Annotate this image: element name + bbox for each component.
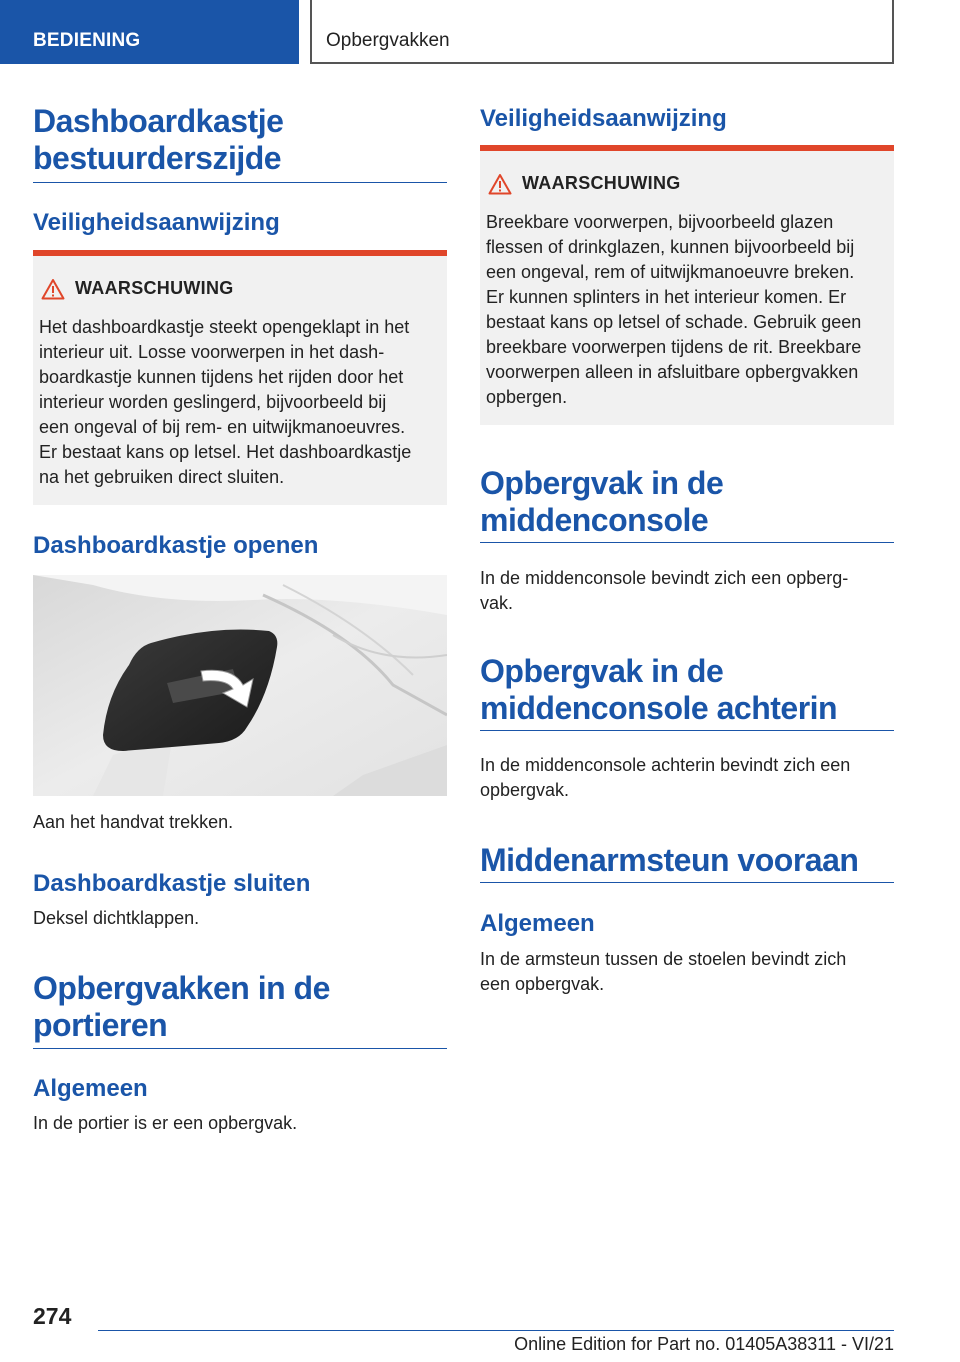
safety-heading-right: Veiligheidsaanwijzing [480, 105, 727, 132]
header-chapter-label: Opbergvakken [326, 30, 450, 51]
warning-line: Er bestaat kans op letsel. Het dashboardkastje [39, 442, 412, 462]
page-number: 274 [33, 1303, 72, 1329]
console-title-line2: middenconsole [480, 502, 709, 538]
title-rule [33, 1048, 447, 1049]
open-heading: Dashboardkastje openen [33, 532, 319, 559]
doors-subheading: Algemeen [33, 1075, 148, 1102]
armrest-title: Middenarmsteun vooraan [480, 842, 859, 878]
warning-triangle-icon [488, 173, 512, 195]
warning-triangle-icon [41, 278, 65, 300]
glovebox-title-line2: bestuurderszijde [33, 140, 282, 176]
rear-console-text-line: In de middenconsole achterin bevindt zich een [480, 755, 851, 775]
header-section-tab [0, 0, 299, 64]
console-title [480, 465, 894, 539]
armrest-subheading: Algemeen [480, 910, 595, 937]
doors-title [33, 970, 447, 1044]
rear-console-title-line1: Opbergvak in de [480, 653, 724, 689]
warning-box-right [480, 145, 894, 425]
rear-console-title [480, 653, 894, 727]
warning-box-left [33, 250, 447, 505]
warning-line: boardkastje kunnen tijdens het rijden door het [39, 367, 404, 387]
title-rule [33, 182, 447, 183]
warning-line: Het dashboardkastje steekt opengeklapt in het [39, 317, 410, 337]
warning-line: een ongeval of bij rem- en uitwijkmanoeuvres. [39, 417, 406, 437]
footer-rule [98, 1330, 894, 1331]
rear-console-text-line: opbergvak. [480, 780, 570, 800]
console-text-line: In de middenconsole bevindt zich een opberg- [480, 568, 849, 588]
console-text-line: vak. [480, 593, 514, 613]
warning-label-left: WAARSCHUWING [75, 278, 234, 298]
console-text [480, 566, 894, 616]
warning-line: Er kunnen splinters in het interieur komen. Er [486, 287, 847, 307]
warning-text-left [39, 315, 439, 490]
doors-text: In de portier is er een opbergvak. [33, 1113, 298, 1133]
armrest-text-line: In de armsteun tussen de stoelen bevindt zich [480, 949, 847, 969]
title-rule [480, 730, 894, 731]
warning-line: interieur uit. Losse voorwerpen in het dash- [39, 342, 385, 362]
armrest-text-line: een opbergvak. [480, 974, 605, 994]
footer-edition: Online Edition for Part no. 01405A38311 - VI/21 [514, 1334, 894, 1354]
open-text: Aan het handvat trekken. [33, 812, 234, 832]
title-rule [480, 542, 894, 543]
warning-line: flessen of drinkglazen, kunnen bijvoorbeeld bij [486, 237, 855, 257]
warning-line: na het gebruiken direct sluiten. [39, 467, 285, 487]
warning-line: Breekbare voorwerpen, bijvoorbeeld glazen [486, 212, 834, 232]
warning-line: opbergen. [486, 387, 568, 407]
warning-label-right: WAARSCHUWING [522, 173, 681, 193]
warning-text-right [486, 210, 886, 410]
armrest-text [480, 947, 894, 997]
glovebox-photo [33, 575, 447, 796]
doors-title-line2: portieren [33, 1007, 168, 1043]
doors-title-line1: Opbergvakken in de [33, 970, 330, 1006]
glovebox-title [33, 103, 447, 177]
rear-console-title-line2: middenconsole achterin [480, 690, 838, 726]
warning-line: voorwerpen alleen in afsluitbare opbergvakken [486, 362, 859, 382]
glovebox-illustration [33, 575, 447, 796]
warning-line: een ongeval, rem of uitwijkmanoeuvre breken. [486, 262, 855, 282]
title-rule [480, 882, 894, 883]
console-title-line1: Opbergvak in de [480, 465, 724, 501]
close-heading: Dashboardkastje sluiten [33, 870, 311, 897]
header-section-label: BEDIENING [33, 30, 141, 51]
glovebox-title-line1: Dashboardkastje [33, 103, 284, 139]
warning-line: breekbare voorwerpen tijdens de rit. Breekbare [486, 337, 862, 357]
close-text: Deksel dichtklappen. [33, 908, 200, 928]
header-chapter-tab [310, 0, 894, 64]
warning-line: bestaat kans op letsel of schade. Gebruik geen [486, 312, 862, 332]
safety-heading-left: Veiligheidsaanwijzing [33, 209, 280, 236]
warning-line: interieur worden geslingerd, bijvoorbeeld bij [39, 392, 387, 412]
rear-console-text [480, 753, 894, 803]
